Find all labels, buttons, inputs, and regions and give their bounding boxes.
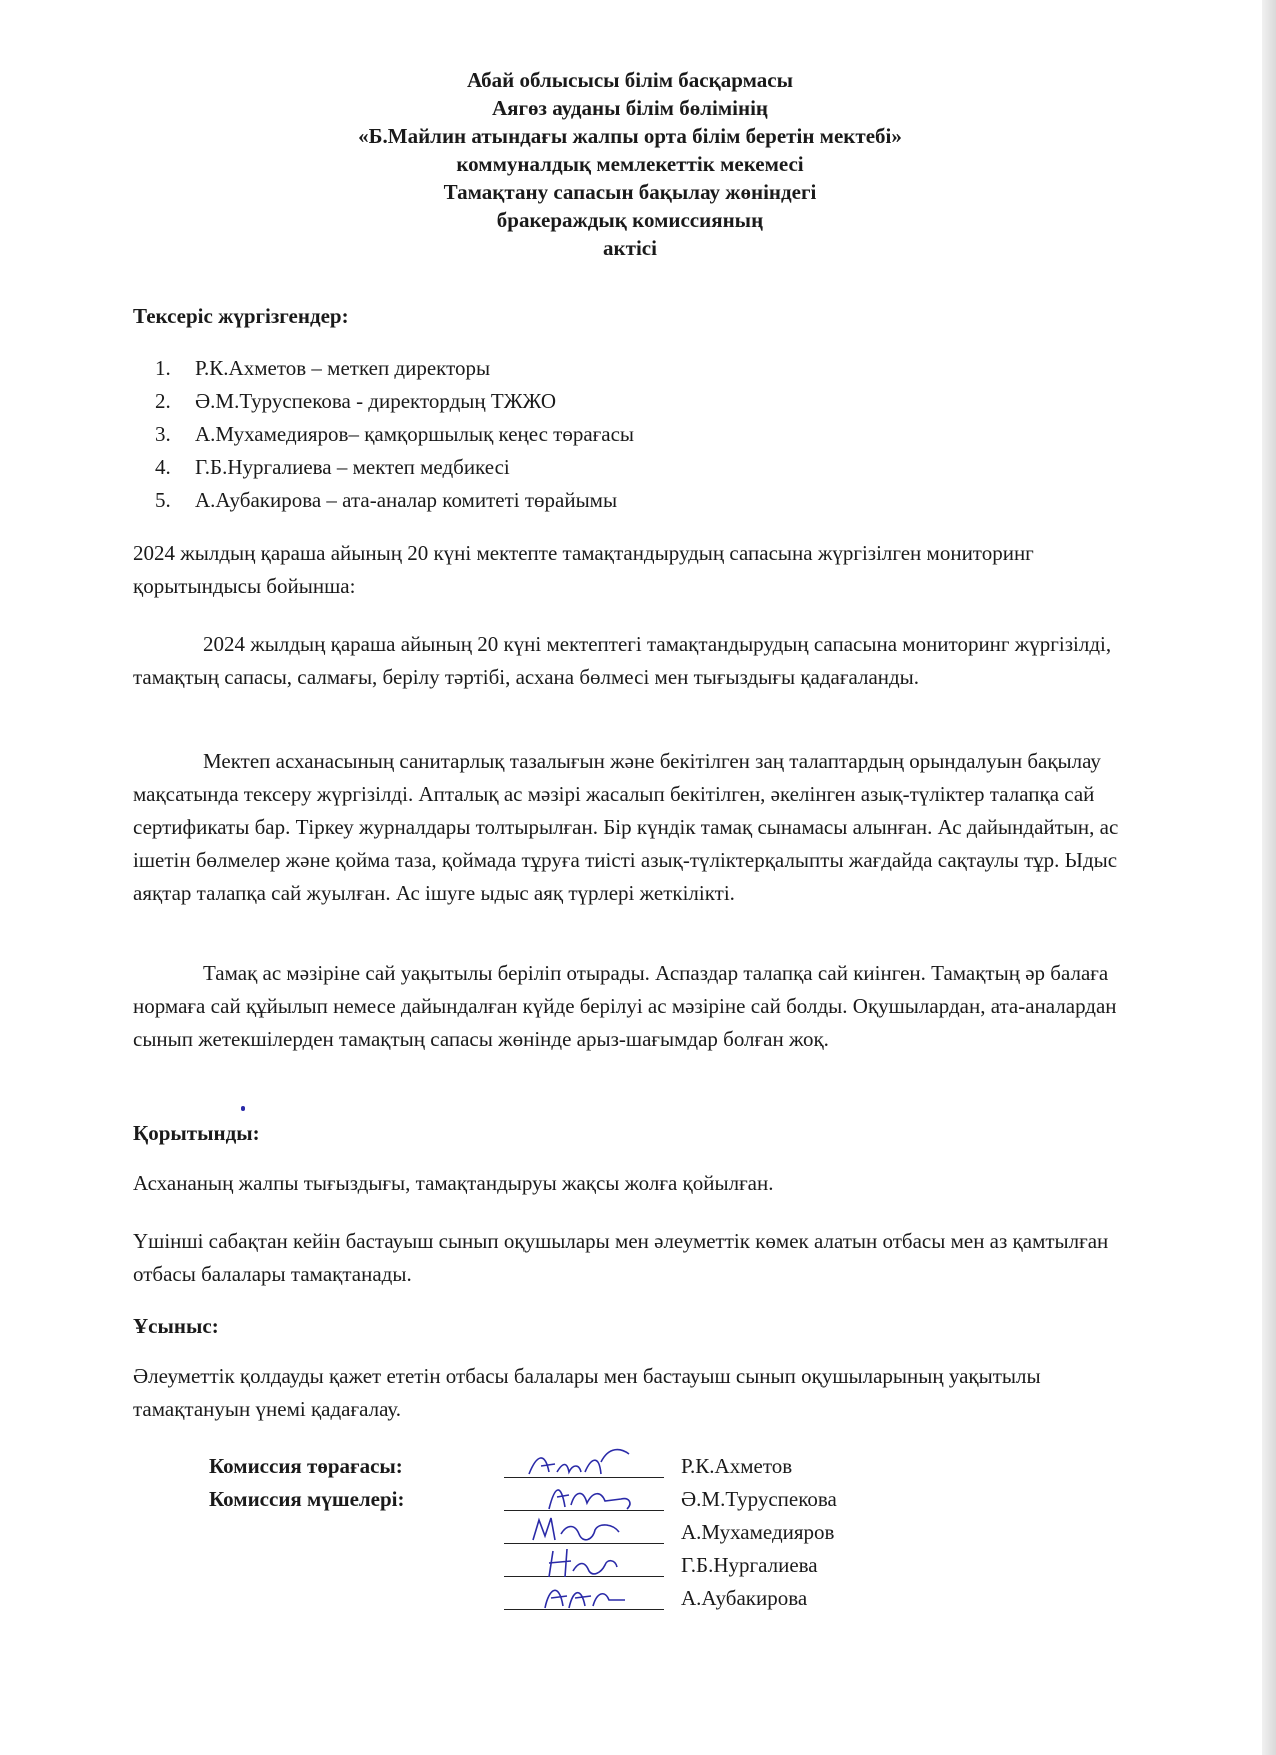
list-item bbox=[155, 418, 634, 451]
members-label: Комиссия мүшелері: bbox=[209, 1487, 405, 1511]
document-header bbox=[130, 66, 1130, 262]
signature-image bbox=[509, 1576, 659, 1616]
list-item bbox=[155, 451, 634, 484]
list-item-text: Ә.М.Туруспекова - директордың ТЖЖО bbox=[195, 389, 556, 413]
list-item-number: 4. bbox=[155, 455, 171, 479]
paragraph-3: Тамақ ас мәзіріне сай уақытылы беріліп отырады. Аспаздар талапқа сай киінген. Тамақтың әр балаға нормаға сай құйылып немесе дайындалған күйде берілуі ас мәзіріне сай болды. Оқушылардан, ата-аналардан сынып жетекшілерден тамақтың сапасы жөнінде арыз-шағымдар болған жоқ. bbox=[133, 961, 1117, 1051]
list-item-text: Г.Б.Нургалиева – мектеп медбикесі bbox=[195, 455, 510, 479]
chair-label: Комиссия төрағасы: bbox=[209, 1454, 403, 1478]
header-line-2: Аягөз ауданы білім бөлімінің bbox=[491, 96, 769, 120]
paragraph-2: Мектеп асханасының санитарлық тазалығын және бекітілген заң талаптардың орындалуын бақылау мақсатында тексеру жүргізілді. Апталық ас мәзірі жасалып бекітілген, әкелінген азық-түліктер талапқа сай сертификаты бар. Тіркеу журналдары толтырылған. Бір күндік тамақ сынамасы алынған. Ас дайындайтын, ас ішетін бөлмелер және қойма таза, қоймада тұруға тиісті азық-түліктерқалыпты жағдайда сақтаулы тұр. Ыдыс аяқтар талапқа сай жуылған. Ас ішуге ыдыс аяқ түрлері жеткілікті. bbox=[133, 749, 1119, 905]
header-line-4: коммуналдық мемлекеттік мекемесі bbox=[456, 152, 804, 176]
list-item-number: 3. bbox=[155, 422, 171, 446]
header-line-6: бракераждық комиссияның bbox=[496, 208, 764, 232]
signer-name: А.Аубакирова bbox=[681, 1586, 808, 1610]
header-line-3: «Б.Майлин атындағы жалпы орта білім беретін мектебі» bbox=[358, 124, 902, 148]
list-item-number: 1. bbox=[155, 356, 171, 380]
signer-name: Р.К.Ахметов bbox=[681, 1454, 793, 1478]
list-item-text: А.Аубакирова – ата-аналар комитеті төрайымы bbox=[195, 488, 618, 512]
inspectors-list bbox=[155, 352, 634, 517]
list-item bbox=[155, 484, 634, 517]
header-line-5: Тамақтану сапасын бақылау жөніндегі bbox=[443, 180, 817, 204]
conclusion-paragraph-1: Асхананың жалпы тығыздығы, тамақтандыруы жақсы жолға қойылған. bbox=[133, 1171, 774, 1195]
signer-name: А.Мухамедияров bbox=[681, 1520, 835, 1544]
list-item bbox=[155, 352, 634, 385]
list-item-text: А.Мухамедияров– қамқоршылық кеңес төрағасы bbox=[195, 422, 635, 446]
signer-name: Ә.М.Туруспекова bbox=[681, 1487, 837, 1511]
inspectors-title: Тексеріс жүргізгендер: bbox=[133, 304, 349, 328]
proposal-paragraph: Әлеуметтік қолдауды қажет ететін отбасы балалары мен бастауыш сынып оқушыларының уақытылы тамақтануын үнемі қадағалау. bbox=[133, 1364, 1041, 1421]
list-item bbox=[155, 385, 634, 418]
header-line-7: актісі bbox=[603, 236, 657, 260]
paragraph-1: 2024 жылдың қараша айының 20 күні мектептегі тамақтандырудың сапасына мониторинг жүргізілді, тамақтың сапасы, салмағы, берілу тәртібі, асхана бөлмесі мен тығыздығы қадағаланды. bbox=[133, 632, 1112, 689]
list-item-number: 5. bbox=[155, 488, 171, 512]
list-item-text: Р.К.Ахметов – меткеп директоры bbox=[195, 356, 491, 380]
intro-paragraph: 2024 жылдың қараша айының 20 күні мектепте тамақтандырудың сапасына жүргізілген мониторинг қорытындысы бойынша: bbox=[133, 541, 1034, 598]
header-line-1: Абай облысысы білім басқармасы bbox=[467, 68, 793, 92]
conclusion-title: Қорытынды: bbox=[133, 1121, 260, 1145]
ink-dot bbox=[241, 1106, 245, 1111]
signer-name: Г.Б.Нургалиева bbox=[681, 1553, 818, 1577]
conclusion-paragraph-2: Үшінші сабақтан кейін бастауыш сынып оқушылары мен әлеуметтік көмек алатын отбасы мен аз қамтылған отбасы балалары тамақтанады. bbox=[133, 1229, 1109, 1286]
proposal-title: Ұсыныс: bbox=[133, 1314, 219, 1338]
scan-edge bbox=[1262, 0, 1276, 1755]
list-item-number: 2. bbox=[155, 389, 171, 413]
